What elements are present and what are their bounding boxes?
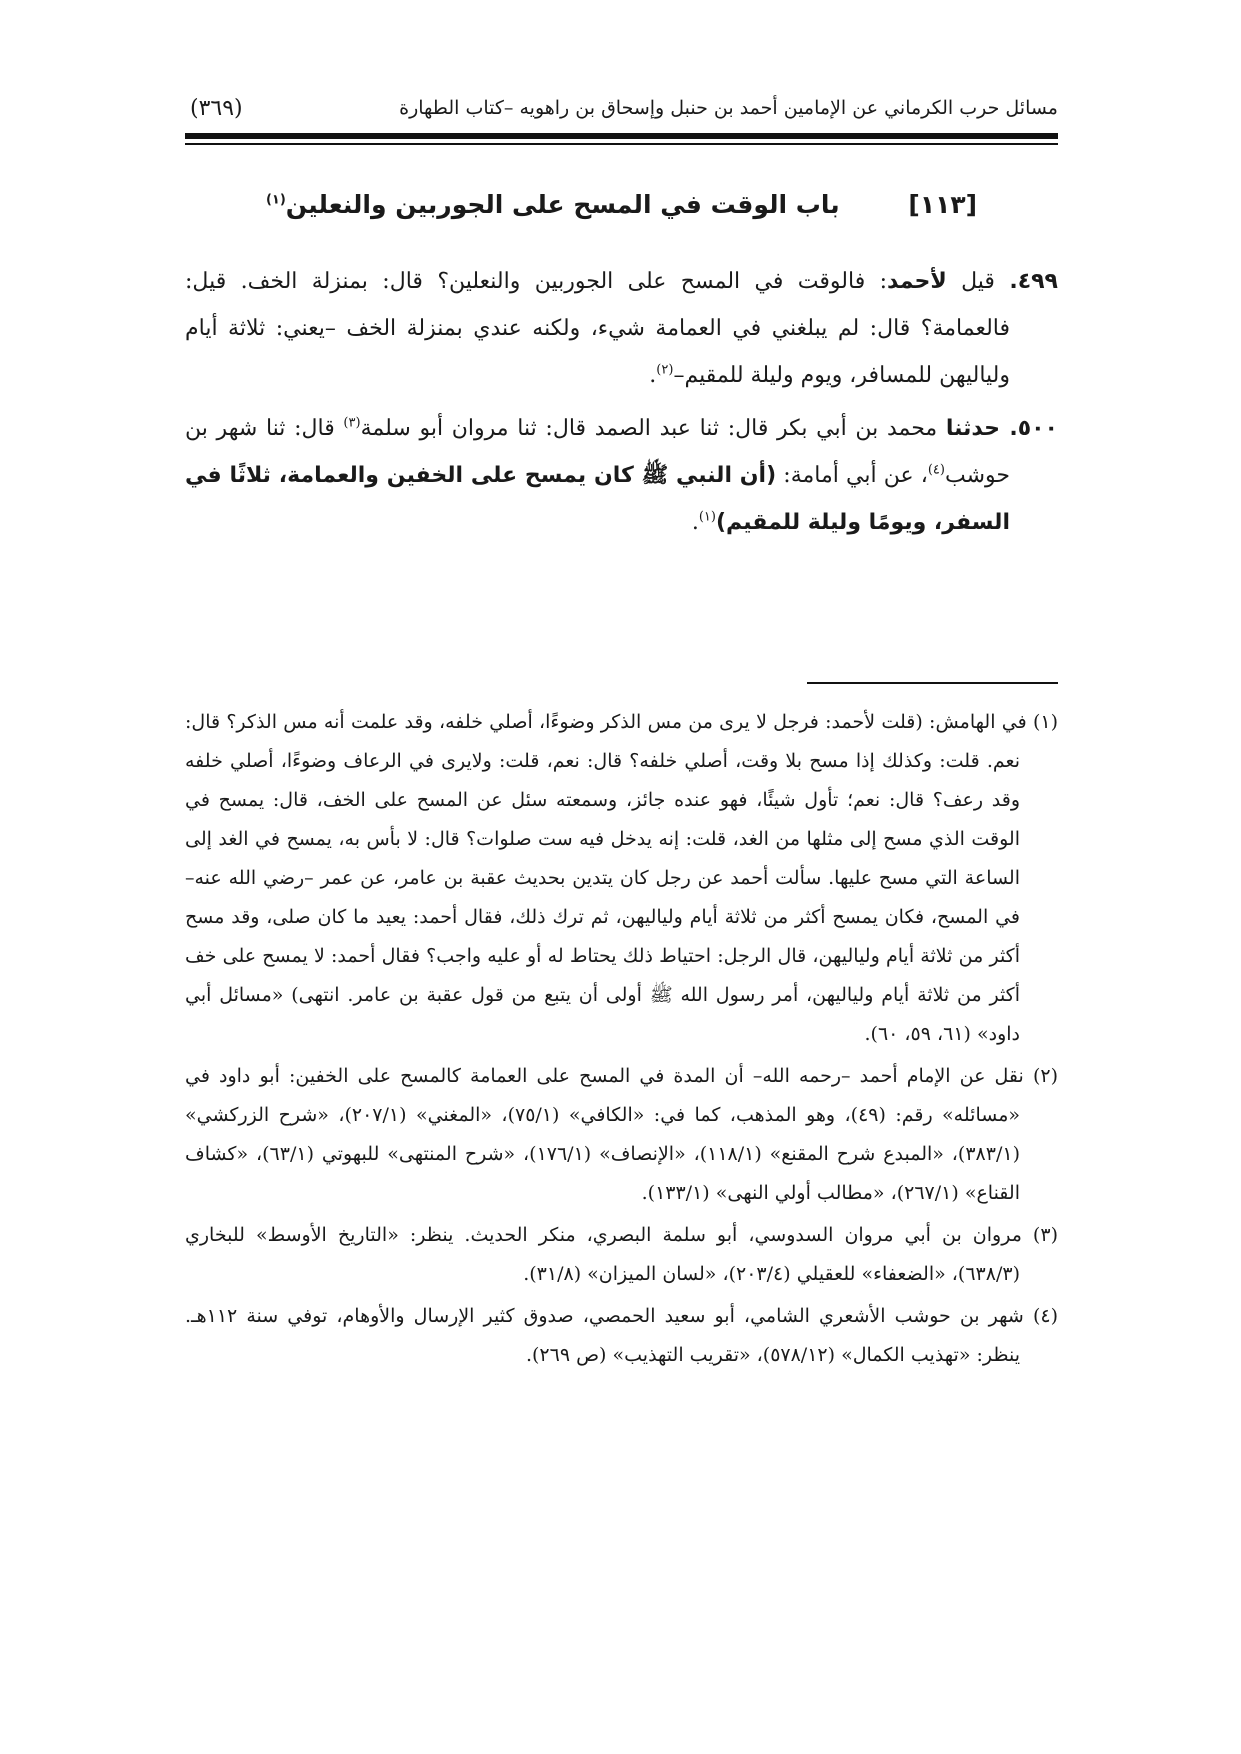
chapter-footnote-mark: (١) [265, 192, 286, 208]
footnote-4 [185, 1297, 1058, 1375]
entry-499 [185, 258, 1058, 399]
entry-text: . [649, 363, 657, 388]
entry-text: : فالوقت في المسح على الجوربين والنعلين؟ قال: بمنزلة الخف. قيل: فالعمامة؟ قال: لم يبلغني في العمامة شيء، ولكنه عندي بمنزلة الخف –يعني: ثلاثة أيام ولياليهن للمسافر، ويوم وليلة للمقيم– [185, 269, 1010, 388]
footnote-ref: (٣) [343, 415, 361, 431]
footnote-ref: (٤) [927, 462, 945, 478]
footnote-text: نقل عن الإمام أحمد –رحمه الله– أن المدة في المسح على العمامة كالمسح على الخفين: أبو داود في «مسائله» رقم: (٤٩)، وهو المذهب، كما في: «الكافي» (٧٥/١)، «المغني» (٢٠٧/١)، «شرح الزركشي» (٣٨٣/١)، «المبدع شرح المقنع» (١١٨/١)، «الإنصاف» (١٧٦/١)، «شرح المنتهى» للبهوتي (٦٣/١)، «كشاف القناع» (٢٦٧/١)، «مطالب أولي النهى» (١٣٣/١). [185, 1065, 1024, 1204]
entry-number: ٥٠٠. [1009, 416, 1058, 441]
footnote-3 [185, 1216, 1058, 1294]
footnote-text: في الهامش: (قلت لأحمد: فرجل لا يرى من مس الذكر وضوءًا، أصلي خلفه، وقد علمت أنه مس الذكر؟ قال: نعم. قلت: وكذلك إذا مسح بلا وقت، أصلي خلفه؟ قال: نعم، قلت: ولايرى في الرعاف وضوءًا، أصلي خلفه وقد رعف؟ قال: نعم؛ تأول شيئًا، فهو عنده جائز، وسمعته سئل عن المسح على الخف، قال: يمسح في الوقت الذي مسح إلى مثلها من الغد، قلت: إنه يدخل فيه ست صلوات؟ قال: لا بأس به، يمسح في الغد إلى الساعة التي مسح عليها. سألت أحمد عن رجل كان يتدين بحديث عقبة بن عامر، عن عمر –رضي الله عنه– في المسح، فكان يمسح أكثر من ثلاثة أيام ولياليهن، ثم ترك ذلك، فقال أحمد: يعيد ما كان صلى، وقد مسح أكثر من ثلاثة أيام ولياليهن، قال الرجل: احتياط ذلك يحتاط له أو عليه واجب؟ فقال أحمد: لا يمسح على خف أكثر من ثلاثة أيام ولياليهن، أمر رسول الله ﷺ أولى أن يتبع من قول عقبة بن عامر. انتهى) «مسائل أبي داود» (٦١، ٥٩، ٦٠). [185, 711, 1027, 1045]
entry-bold-text: حدثنا [945, 416, 1010, 441]
footnote-mark: (٣) [1032, 1224, 1058, 1246]
footnote-mark: (١) [1032, 711, 1059, 733]
header-rule-thick [185, 133, 1058, 139]
entry-text: . [691, 510, 699, 535]
running-title: مسائل حرب الكرماني عن الإمامين أحمد بن حنبل وإسحاق بن راهويه –كتاب الطهارة [399, 97, 1058, 119]
page-number: (٣٦٩) [190, 95, 243, 121]
chapter-number: [١١٣] [908, 190, 978, 219]
footnote-ref: (١) [698, 509, 716, 525]
footnote-text: شهر بن حوشب الأشعري الشامي، أبو سعيد الحمصي، صدوق كثير الإرسال والأوهام، توفي سنة ١١٢هـ. ينظر: «تهذيب الكمال» (٥٧٨/١٢)، «تقريب التهذيب» (ص ٢٦٩). [185, 1305, 1024, 1366]
footnote-2 [185, 1057, 1058, 1213]
footnote-mark: (٢) [1032, 1065, 1058, 1087]
main-text [185, 258, 1058, 552]
chapter-title: باب الوقت في المسح على الجوربين والنعلين [285, 190, 840, 219]
entry-500 [185, 405, 1058, 546]
footnote-text: مروان بن أبي مروان السدوسي، أبو سلمة البصري، منكر الحديث. ينظر: «التاريخ الأوسط» للبخاري (٦٣٨/٣)، «الضعفاء» للعقيلي (٢٠٣/٤)، «لسان الميزان» (٣١/٨). [185, 1224, 1022, 1285]
entry-text: قال: ثنا شهر بن حوشب [185, 416, 1010, 488]
chapter-heading [185, 190, 1058, 219]
page-header [190, 88, 1058, 128]
footnote-separator [807, 682, 1058, 684]
entry-text: قيل [946, 269, 1010, 294]
header-rule-thin [185, 143, 1058, 145]
footnote-mark: (٤) [1032, 1305, 1058, 1327]
footnote-1 [185, 703, 1058, 1054]
footnote-ref: (٢) [656, 362, 674, 378]
entry-bold-text: لأحمد [887, 269, 947, 294]
footnotes [185, 703, 1058, 1378]
entry-text: ، عن أبي أمامة: [776, 463, 928, 488]
entry-number: ٤٩٩. [1009, 269, 1058, 294]
entry-text: محمد بن أبي بكر قال: ثنا عبد الصمد قال: ثنا مروان أبو سلمة [360, 416, 946, 441]
hadith-text: (أن النبي ﷺ كان يمسح على الخفين والعمامة، ثلاثًا في السفر، ويومًا وليلة للمقيم) [185, 463, 1010, 535]
